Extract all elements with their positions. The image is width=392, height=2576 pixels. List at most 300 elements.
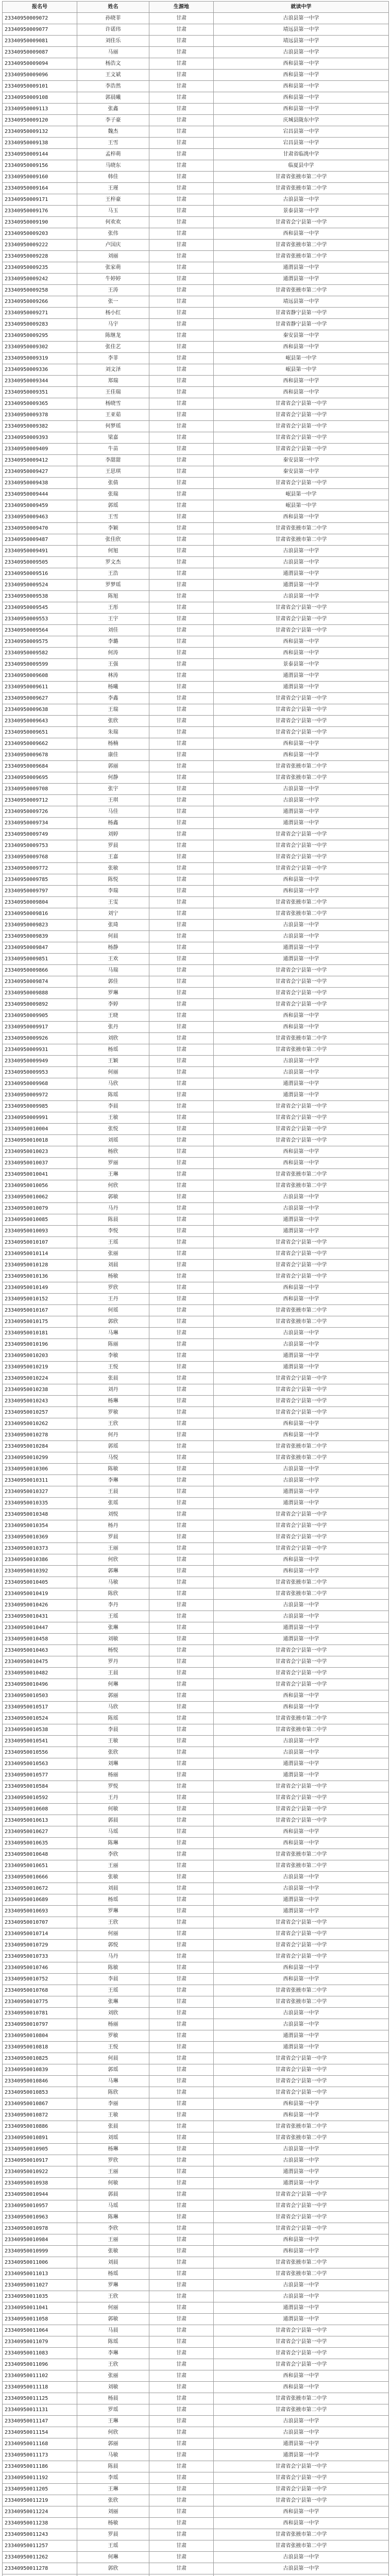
cell-province: 甘肃 — [149, 2223, 214, 2234]
cell-province: 甘肃 — [149, 954, 214, 965]
cell-id: 23340950010114 — [3, 1248, 77, 1260]
cell-name: 郭丽 — [77, 2438, 149, 2450]
cell-province: 甘肃 — [149, 2098, 214, 2110]
cell-school: 通渭县第一中学 — [214, 262, 389, 274]
cell-id: 23340950010373 — [3, 1543, 77, 1554]
cell-province: 甘肃 — [149, 466, 214, 478]
cell-province: 甘肃 — [149, 2166, 214, 2178]
cell-school: 甘肃省会宁县第一中学 — [214, 1917, 389, 1928]
cell-name: 杨琳 — [77, 1396, 149, 1407]
table-row — [3, 1158, 389, 1169]
cell-province: 甘肃 — [149, 115, 214, 126]
cell-province: 甘肃 — [149, 1452, 214, 1464]
cell-province: 甘肃 — [149, 92, 214, 104]
cell-province: 甘肃 — [149, 761, 214, 772]
cell-school: 临夏县中学 — [214, 160, 389, 172]
cell-id: 23340950009575 — [3, 636, 77, 648]
cell-id: 23340950009627 — [3, 693, 77, 704]
cell-name: 陈敏 — [77, 1962, 149, 1974]
table-row — [3, 138, 389, 149]
cell-name: 刘晨 — [77, 1883, 149, 1894]
cell-id: 23340950010306 — [3, 1464, 77, 1475]
cell-id: 23340950009712 — [3, 795, 77, 806]
cell-school: 甘肃省会宁县第一中学 — [214, 432, 389, 444]
cell-school: 甘肃省会宁县第一中学 — [214, 1520, 389, 1532]
cell-id: 23340950010635 — [3, 1838, 77, 1849]
table-row — [3, 2506, 389, 2518]
cell-school: 甘肃省会宁县第一中学 — [214, 829, 389, 840]
cell-name: 王涛 — [77, 285, 149, 296]
cell-school: 甘肃省会宁县第一中学 — [214, 1804, 389, 1815]
cell-school: 甘肃省张掖市第二中学 — [214, 1849, 389, 1860]
cell-id: 23340950010938 — [3, 2178, 77, 2189]
table-row — [3, 1668, 389, 1679]
cell-id: 23340950009851 — [3, 954, 77, 965]
cell-id: 23340950011118 — [3, 2382, 77, 2393]
cell-school: 通渭县第一中学 — [214, 568, 389, 580]
table-row — [3, 2019, 389, 2030]
table-row — [3, 2110, 389, 2121]
table-row — [3, 2087, 389, 2098]
cell-school: 甘肃省会宁县第一中学 — [214, 2495, 389, 2506]
table-row — [3, 1600, 389, 1611]
cell-id: 23340950011224 — [3, 2506, 77, 2518]
table-row — [3, 1974, 389, 1985]
cell-province: 甘肃 — [149, 1804, 214, 1815]
table-row — [3, 1747, 389, 1758]
cell-school: 甘肃省张掖市第二中学 — [214, 2121, 389, 2132]
table-row — [3, 1294, 389, 1305]
cell-name: 郑瑞 — [77, 376, 149, 387]
cell-name: 卢国庆 — [77, 240, 149, 251]
table-row — [3, 1724, 389, 1736]
table-row — [3, 1690, 389, 1702]
table-row — [3, 2008, 389, 2019]
cell-id: 23340950010818 — [3, 2042, 77, 2053]
cell-id: 23340950010419 — [3, 1588, 77, 1600]
cell-school: 甘肃省张掖市第二中学 — [214, 1996, 389, 2008]
cell-school: 甘肃省会宁县第一中学 — [214, 999, 389, 1010]
cell-province: 甘肃 — [149, 138, 214, 149]
cell-province: 甘肃 — [149, 863, 214, 874]
cell-province: 甘肃 — [149, 2518, 214, 2529]
cell-name: 王悦 — [77, 2042, 149, 2053]
cell-name: 李悦 — [77, 1226, 149, 1237]
cell-school: 甘肃省张掖市第二中学 — [214, 2393, 389, 2404]
table-row — [3, 2234, 389, 2246]
cell-province: 甘肃 — [149, 1509, 214, 1520]
table-row — [3, 466, 389, 478]
cell-province: 甘肃 — [149, 886, 214, 897]
cell-school: 甘肃省张掖市第二中学 — [214, 2132, 389, 2144]
cell-name: 张欣 — [77, 2495, 149, 2506]
cell-province: 甘肃 — [149, 625, 214, 636]
cell-id: 23340950009888 — [3, 988, 77, 999]
cell-province: 甘肃 — [149, 126, 214, 138]
cell-province: 甘肃 — [149, 1067, 214, 1078]
cell-school: 通渭县第一中学 — [214, 1894, 389, 1906]
cell-school: 甘肃省会宁县第一中学 — [214, 2484, 389, 2495]
cell-province: 甘肃 — [149, 1078, 214, 1090]
cell-province: 甘肃 — [149, 217, 214, 228]
cell-school: 西和县第一中学 — [214, 70, 389, 81]
cell-name: 何瑶 — [77, 1305, 149, 1316]
cell-id: 23340950009684 — [3, 761, 77, 772]
table-row — [3, 2053, 389, 2064]
table-row — [3, 81, 389, 92]
cell-province: 甘肃 — [149, 478, 214, 489]
cell-id: 23340950010496 — [3, 1679, 77, 1690]
cell-province: 甘肃 — [149, 2076, 214, 2087]
cell-id: 23340950009582 — [3, 648, 77, 659]
cell-school: 古浪县第一中学 — [214, 2144, 389, 2155]
cell-name: 杨浩文 — [77, 58, 149, 70]
cell-id: 23340950010463 — [3, 1645, 77, 1656]
cell-province: 甘肃 — [149, 2257, 214, 2268]
table-row — [3, 908, 389, 920]
cell-name: 何琳 — [77, 1679, 149, 1690]
cell-id: 23340950009101 — [3, 81, 77, 92]
table-row — [3, 1815, 389, 1826]
cell-id: 23340950011186 — [3, 2461, 77, 2472]
cell-school: 西和县第一中学 — [214, 1826, 389, 1838]
cell-id: 23340950009138 — [3, 138, 77, 149]
cell-name: 张家萌 — [77, 262, 149, 274]
cell-school: 甘肃省会宁县第一中学 — [214, 1124, 389, 1135]
cell-school: 西和县第一中学 — [214, 81, 389, 92]
cell-province: 甘肃 — [149, 410, 214, 421]
table-row — [3, 2574, 389, 2576]
cell-name: 孙晓菲 — [77, 13, 149, 24]
cell-name: 何旭 — [77, 546, 149, 557]
cell-name: 李瑶 — [77, 2472, 149, 2484]
cell-province: 甘肃 — [149, 670, 214, 682]
cell-province: 甘肃 — [149, 319, 214, 330]
cell-id: 23340950010004 — [3, 1124, 77, 1135]
cell-province: 甘肃 — [149, 1690, 214, 1702]
cell-school: 甘肃省会宁县第一中学 — [214, 1373, 389, 1384]
cell-province: 甘肃 — [149, 512, 214, 523]
cell-school: 通渭县第一中学 — [214, 806, 389, 818]
cell-name: 马瑶 — [77, 2200, 149, 2212]
cell-school: 甘肃省会宁县第一中学 — [214, 1407, 389, 1418]
cell-name: 李晨 — [77, 1974, 149, 1985]
table-row — [3, 1124, 389, 1135]
table-row — [3, 1543, 389, 1554]
cell-id: 23340950010431 — [3, 1611, 77, 1622]
cell-school: 通渭县第一中学 — [214, 2166, 389, 2178]
cell-province: 甘肃 — [149, 1158, 214, 1169]
cell-name: 李琳 — [77, 1475, 149, 1486]
table-row — [3, 636, 389, 648]
cell-province: 甘肃 — [149, 693, 214, 704]
table-row — [3, 2042, 389, 2053]
cell-school: 西和县第一中学 — [214, 1022, 389, 1033]
table-row — [3, 738, 389, 750]
cell-name: 李晨 — [77, 1101, 149, 1112]
cell-province: 甘肃 — [149, 1486, 214, 1498]
table-row — [3, 1056, 389, 1067]
cell-id: 23340950009444 — [3, 489, 77, 500]
cell-id: 23340950010219 — [3, 1362, 77, 1373]
cell-province: 甘肃 — [149, 2008, 214, 2019]
cell-name: 王雯 — [77, 897, 149, 908]
cell-province: 甘肃 — [149, 1713, 214, 1724]
cell-school: 通渭县第一中学 — [214, 2030, 389, 2042]
cell-school: 甘肃省张掖市第二中学 — [214, 1588, 389, 1600]
cell-id: 23340950009077 — [3, 24, 77, 36]
cell-school: 通渭县第一中学 — [214, 954, 389, 965]
cell-school: 古浪县第一中学 — [214, 1475, 389, 1486]
cell-province: 甘肃 — [149, 1736, 214, 1747]
cell-school: 古浪县第一中学 — [214, 920, 389, 931]
cell-school: 西和县第一中学 — [214, 58, 389, 70]
table-row — [3, 2563, 389, 2574]
cell-name: 刘欣 — [77, 1033, 149, 1044]
table-row — [3, 2189, 389, 2200]
cell-school: 古浪县第一中学 — [214, 1747, 389, 1758]
cell-school: 甘肃省张掖市第二中学 — [214, 1860, 389, 1872]
cell-name: 杨曦 — [77, 682, 149, 693]
cell-id: 23340950011064 — [3, 2325, 77, 2336]
cell-name: 陈晨 — [77, 2461, 149, 2472]
cell-name: 王欣 — [77, 1917, 149, 1928]
cell-name: 王欢 — [77, 954, 149, 965]
cell-id: 23340950010627 — [3, 1826, 77, 1838]
cell-province: 甘肃 — [149, 704, 214, 716]
cell-school: 古浪县第一中学 — [214, 2563, 389, 2574]
cell-id: 23340950010018 — [3, 1135, 77, 1146]
cell-school: 甘肃省会宁县第一中学 — [214, 625, 389, 636]
cell-school: 甘肃省张掖市第二中学 — [214, 251, 389, 262]
cell-id: 23340950010957 — [3, 2200, 77, 2212]
cell-id: 23340950009222 — [3, 240, 77, 251]
cell-id: 23340950009271 — [3, 308, 77, 319]
table-row — [3, 818, 389, 829]
cell-school: 古浪县第一中学 — [214, 557, 389, 568]
table-row — [3, 206, 389, 217]
cell-school: 古浪县第一中学 — [214, 2280, 389, 2291]
cell-province: 甘肃 — [149, 47, 214, 58]
cell-name: 张敏 — [77, 1872, 149, 1883]
table-row — [3, 1509, 389, 1520]
cell-province: 甘肃 — [149, 727, 214, 738]
cell-name: 李浩然 — [77, 81, 149, 92]
cell-school: 甘肃省会宁县第一中学 — [214, 398, 389, 410]
cell-school: 古浪县第一中学 — [214, 795, 389, 806]
cell-name: 罗敏 — [77, 2030, 149, 2042]
cell-province: 甘肃 — [149, 2189, 214, 2200]
cell-province: 甘肃 — [149, 1554, 214, 1566]
cell-school: 古浪县第一中学 — [214, 1611, 389, 1622]
cell-name: 何敏 — [77, 1804, 149, 1815]
cell-province: 甘肃 — [149, 852, 214, 863]
cell-school: 甘肃省会宁县第一中学 — [214, 478, 389, 489]
cell-name: 王琪 — [77, 795, 149, 806]
cell-id: 23340950009132 — [3, 126, 77, 138]
cell-name: 杨敏 — [77, 1271, 149, 1282]
cell-name: 刘瑶 — [77, 2132, 149, 2144]
cell-province: 甘肃 — [149, 1237, 214, 1248]
cell-school: 甘肃省会宁县第一中学 — [214, 2064, 389, 2076]
cell-id: 23340950011257 — [3, 2540, 77, 2552]
cell-name: 何梦瑶 — [77, 421, 149, 432]
cell-name: 陈敏 — [77, 1464, 149, 1475]
cell-province: 甘肃 — [149, 1906, 214, 1917]
cell-name: 张琦 — [77, 920, 149, 931]
cell-school: 古浪县第一中学 — [214, 1067, 389, 1078]
cell-school: 西和县第一中学 — [214, 2506, 389, 2518]
cell-school: 甘肃省会宁县第一中学 — [214, 1679, 389, 1690]
cell-id: 23340950010872 — [3, 2110, 77, 2121]
cell-school: 景泰县第一中学 — [214, 659, 389, 670]
cell-name: 马悦 — [77, 1452, 149, 1464]
table-row — [3, 1078, 389, 1090]
cell-province: 甘肃 — [149, 1611, 214, 1622]
cell-id: 23340950010584 — [3, 1781, 77, 1792]
cell-province: 甘肃 — [149, 1396, 214, 1407]
cell-province: 甘肃 — [149, 2302, 214, 2314]
cell-school: 甘肃省张掖市第二中学 — [214, 1169, 389, 1180]
cell-name: 马玉 — [77, 206, 149, 217]
cell-name: 王丽 — [77, 1543, 149, 1554]
cell-name: 罗欣 — [77, 2155, 149, 2166]
cell-province: 甘肃 — [149, 2472, 214, 2484]
cell-name: 张佳欣 — [77, 534, 149, 546]
table-row — [3, 534, 389, 546]
cell-province: 甘肃 — [149, 1792, 214, 1804]
cell-id: 23340950010577 — [3, 1770, 77, 1781]
cell-name: 马欣 — [77, 1078, 149, 1090]
cell-school: 甘肃省会宁县第一中学 — [214, 716, 389, 727]
cell-school: 甘肃省会宁县第一中学 — [214, 1396, 389, 1407]
cell-name: 梁嘉 — [77, 432, 149, 444]
cell-province: 甘肃 — [149, 444, 214, 455]
cell-school: 古浪县第一中学 — [214, 2416, 389, 2427]
cell-province: 甘肃 — [149, 682, 214, 693]
cell-name: 刘悦 — [77, 1509, 149, 1520]
table-row — [3, 1452, 389, 1464]
cell-province: 甘肃 — [149, 795, 214, 806]
table-row — [3, 1781, 389, 1792]
cell-school: 通渭县第一中学 — [214, 942, 389, 954]
table-row — [3, 478, 389, 489]
cell-name: 张琳 — [77, 1996, 149, 2008]
cell-name: 李瑞 — [77, 886, 149, 897]
cell-province: 甘肃 — [149, 2121, 214, 2132]
cell-id: 23340950010648 — [3, 1849, 77, 1860]
cell-school: 甘肃省会宁县第一中学 — [214, 1792, 389, 1804]
cell-id: 23340950010299 — [3, 1452, 77, 1464]
cell-province: 甘肃 — [149, 1135, 214, 1146]
cell-province: 甘肃 — [149, 2563, 214, 2574]
cell-id: 23340950011006 — [3, 2257, 77, 2268]
cell-school: 西和县第一中学 — [214, 92, 389, 104]
cell-id: 23340950011173 — [3, 2450, 77, 2461]
cell-province: 甘肃 — [149, 1849, 214, 1860]
cell-school: 甘肃省会宁县第一中学 — [214, 1112, 389, 1124]
cell-school: 甘肃省会宁县第一中学 — [214, 2359, 389, 2370]
cell-school: 古浪县第一中学 — [214, 1192, 389, 1203]
cell-province: 甘肃 — [149, 455, 214, 466]
cell-province: 甘肃 — [149, 274, 214, 285]
cell-name: 何丽 — [77, 1067, 149, 1078]
cell-school: 甘肃省会宁县第一中学 — [214, 217, 389, 228]
cell-school: 甘肃省会宁县第一中学 — [214, 2223, 389, 2234]
cell-province: 甘肃 — [149, 1781, 214, 1792]
cell-province: 甘肃 — [149, 772, 214, 784]
cell-province: 甘肃 — [149, 1316, 214, 1328]
cell-school: 西和县第一中学 — [214, 1838, 389, 1849]
cell-province: 甘肃 — [149, 1962, 214, 1974]
cell-province: 甘肃 — [149, 1339, 214, 1350]
cell-id: 23340950009768 — [3, 852, 77, 863]
cell-name: 朱瑞 — [77, 727, 149, 738]
cell-province: 甘肃 — [149, 2404, 214, 2416]
cell-school: 西和县第一中学 — [214, 636, 389, 648]
cell-school: 西和县第一中学 — [214, 1690, 389, 1702]
table-row — [3, 1373, 389, 1384]
cell-province: 甘肃 — [149, 285, 214, 296]
cell-province: 甘肃 — [149, 1248, 214, 1260]
cell-id: 23340950010037 — [3, 1158, 77, 1169]
cell-name: 杨瑶 — [77, 1044, 149, 1056]
cell-school: 景泰县第一中学 — [214, 206, 389, 217]
cell-school: 甘肃省会宁县第一中学 — [214, 2189, 389, 2200]
cell-id: 23340950010041 — [3, 1169, 77, 1180]
cell-name: 刘文泽 — [77, 364, 149, 376]
table-row — [3, 104, 389, 115]
table-row — [3, 1203, 389, 1214]
cell-id: 23340950010733 — [3, 1951, 77, 1962]
cell-id: 23340950009072 — [3, 13, 77, 24]
cell-name: 郭佳 — [77, 976, 149, 988]
cell-province: 甘肃 — [149, 2042, 214, 2053]
table-row — [3, 353, 389, 364]
cell-name: 何欣 — [77, 2427, 149, 2438]
cell-name: 何欢欢 — [77, 217, 149, 228]
cell-id: 23340950010693 — [3, 1906, 77, 1917]
cell-province: 甘肃 — [149, 965, 214, 976]
cell-province: 甘肃 — [149, 1260, 214, 1271]
cell-province: 甘肃 — [149, 2495, 214, 2506]
cell-id: 23340950010922 — [3, 2166, 77, 2178]
cell-name: 刘宁 — [77, 908, 149, 920]
cell-name: 马瑞 — [77, 965, 149, 976]
cell-province: 甘肃 — [149, 1226, 214, 1237]
table-row — [3, 2427, 389, 2438]
cell-id: 23340950010278 — [3, 1430, 77, 1441]
cell-id: 23340950011262 — [3, 2552, 77, 2563]
cell-school: 甘肃省会宁县第一中学 — [214, 1532, 389, 1543]
cell-name: 何欣 — [77, 1554, 149, 1566]
cell-school: 西和县第一中学 — [214, 2098, 389, 2110]
cell-province: 甘肃 — [149, 2461, 214, 2472]
cell-province: 甘肃 — [149, 557, 214, 568]
cell-id: 23340950010978 — [3, 2223, 77, 2234]
cell-id: 23340950009171 — [3, 194, 77, 206]
cell-school: 古浪县第一中学 — [214, 1339, 389, 1350]
table-row — [3, 2076, 389, 2087]
table-row — [3, 2291, 389, 2302]
cell-school: 通渭县第一中学 — [214, 682, 389, 693]
cell-name: 王晨 — [77, 1668, 149, 1679]
cell-name: 郭敏 — [77, 1192, 149, 1203]
cell-school: 西和县第一中学 — [214, 2382, 389, 2393]
cell-school: 古浪县第一中学 — [214, 1883, 389, 1894]
cell-province: 甘肃 — [149, 194, 214, 206]
table-row — [3, 1135, 389, 1146]
